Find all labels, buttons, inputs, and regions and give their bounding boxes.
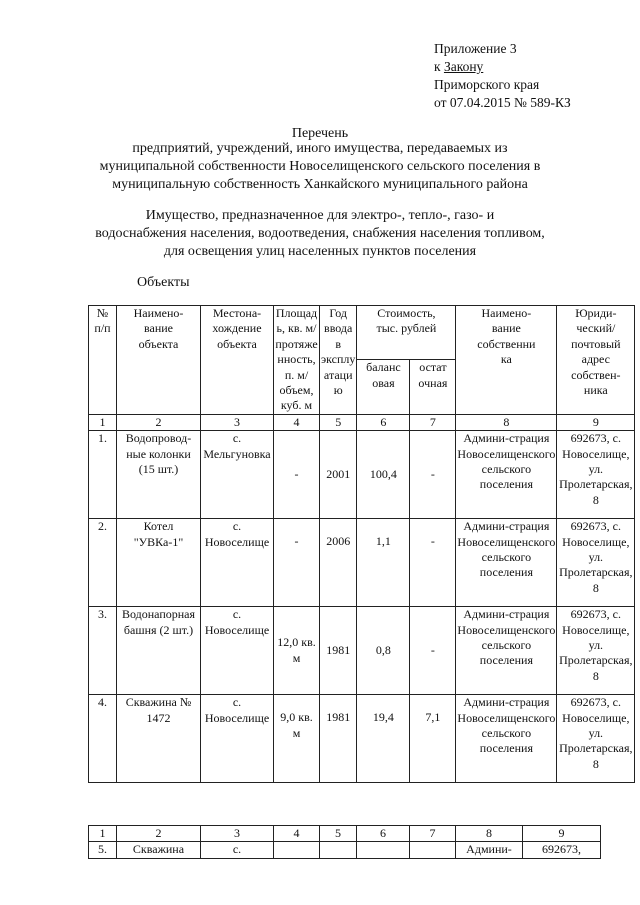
table-row <box>89 695 635 783</box>
region-name: Приморского края <box>434 77 540 92</box>
column-number: 5 <box>320 826 357 842</box>
row-year: 2006 <box>320 519 357 607</box>
row-owner: Админи-страция Новоселищенского сельского поселения <box>456 695 557 783</box>
header-cost: Стоимость, тыс. рублей <box>357 306 456 360</box>
category-heading <box>0 207 640 261</box>
row-residual: - <box>410 431 456 519</box>
law-link[interactable]: Закону <box>443 59 484 74</box>
row-name: Водопровод-ные колонки (15 шт.) <box>117 431 201 519</box>
column-number: 4 <box>274 826 320 842</box>
row-num: 5. <box>89 842 117 858</box>
row-location: с. <box>201 842 274 858</box>
row-area: - <box>274 519 320 607</box>
column-numbers-row <box>89 826 601 842</box>
category-line: водоснабжения населения, водоотведения, снабжения населения топливом, <box>95 226 545 241</box>
column-number: 7 <box>410 414 456 430</box>
description-line: муниципальной собственности Новоселищенского сельского поселения в <box>99 159 541 174</box>
column-number: 9 <box>523 826 601 842</box>
column-number: 6 <box>357 826 410 842</box>
row-owner: Админи-страция Новоселищенского сельского поселения <box>456 519 557 607</box>
row-owner: Админи-страция Новоселищенского сельского поселения <box>456 607 557 695</box>
column-number: 7 <box>410 826 456 842</box>
table-row <box>89 842 601 858</box>
table-row <box>89 431 635 519</box>
category-line: Имущество, предназначенное для электро-, тепло-, газо- и <box>145 208 495 223</box>
row-location: с. Новоселище <box>201 607 274 695</box>
column-numbers-row <box>89 414 635 430</box>
column-number: 6 <box>357 414 410 430</box>
column-number: 8 <box>456 414 557 430</box>
column-number: 2 <box>117 414 201 430</box>
category-line: для освещения улиц населенных пунктов поселения <box>163 244 477 259</box>
description-line: предприятий, учреждений, иного имущества, передаваемых из <box>132 141 508 156</box>
row-balance: 1,1 <box>357 519 410 607</box>
header-owner-name: Наимено- вание собственни ка <box>456 306 557 415</box>
header-name: Наимено- вание объекта <box>117 306 201 415</box>
column-number: 4 <box>274 414 320 430</box>
header-row <box>89 306 635 360</box>
law-date-number: от 07.04.2015 № 589-КЗ <box>434 95 571 110</box>
row-residual: - <box>410 519 456 607</box>
row-location: с. Мельгуновка <box>201 431 274 519</box>
row-name: Скважина <box>117 842 201 858</box>
row-location: с. Новоселище <box>201 695 274 783</box>
row-address: 692673, с. Новоселище, ул. Пролетарская, 8 <box>557 519 635 607</box>
row-owner: Админи-страция Новоселищенского сельского поселения <box>456 431 557 519</box>
column-number: 2 <box>117 826 201 842</box>
row-owner: Админи- <box>456 842 523 858</box>
column-number: 1 <box>89 826 117 842</box>
row-num: 3. <box>89 607 117 695</box>
law-prefix: к <box>434 59 444 74</box>
description-line: муниципальную собственность Ханкайского муниципального района <box>112 177 528 192</box>
appendix-block <box>434 40 571 112</box>
row-year: 1981 <box>320 695 357 783</box>
appendix-number: Приложение 3 <box>434 41 517 56</box>
row-year: 2001 <box>320 431 357 519</box>
column-number: 3 <box>201 414 274 430</box>
row-area: - <box>274 431 320 519</box>
table-row <box>89 607 635 695</box>
law-reference <box>434 58 571 76</box>
header-residual: остат очная <box>410 360 456 414</box>
column-number: 8 <box>456 826 523 842</box>
table-row <box>89 519 635 607</box>
header-year: Год ввода в эксплу атаци ю <box>320 306 357 415</box>
row-residual <box>410 842 456 858</box>
header-area: Площад ь, кв. м/ протяже нность, п. м/ объем, куб. м <box>275 306 318 413</box>
header-num: № п/п <box>89 306 117 415</box>
row-residual: 7,1 <box>410 695 456 783</box>
row-balance: 100,4 <box>357 431 410 519</box>
row-num: 2. <box>89 519 117 607</box>
row-address: 692673, с. Новоселище, ул. Пролетарская, 8 <box>557 431 635 519</box>
row-balance: 19,4 <box>357 695 410 783</box>
column-number: 5 <box>320 414 357 430</box>
row-address: 692673, <box>523 842 601 858</box>
row-balance: 0,8 <box>357 607 410 695</box>
section-label: Объекты <box>137 275 190 290</box>
header-location: Местона- хождение объекта <box>201 306 274 415</box>
row-location: с. Новоселище <box>201 519 274 607</box>
header-balance: баланс овая <box>357 360 410 414</box>
header-owner-address: Юриди- ческий/ почтовый адрес собствен- ника <box>557 306 635 415</box>
document-description <box>0 140 640 194</box>
document-title: Перечень <box>291 126 349 141</box>
row-name: Водонапорная башня (2 шт.) <box>117 607 201 695</box>
objects-table <box>88 305 635 783</box>
column-number: 1 <box>89 414 117 430</box>
row-address: 692673, с. Новоселище, ул. Пролетарская, 8 <box>557 607 635 695</box>
row-num: 4. <box>89 695 117 783</box>
row-balance <box>357 842 410 858</box>
row-area: 9,0 кв. м <box>274 695 320 783</box>
objects-table-continued <box>88 825 601 859</box>
column-number: 3 <box>201 826 274 842</box>
column-number: 9 <box>557 414 635 430</box>
row-year <box>320 842 357 858</box>
row-area: 12,0 кв. м <box>274 607 320 695</box>
row-area <box>274 842 320 858</box>
row-num: 1. <box>89 431 117 519</box>
row-name: Скважина № 1472 <box>117 695 201 783</box>
row-name: Котел "УВКа-1" <box>117 519 201 607</box>
row-residual: - <box>410 607 456 695</box>
row-address: 692673, с. Новоселище, ул. Пролетарская, 8 <box>557 695 635 783</box>
row-year: 1981 <box>320 607 357 695</box>
